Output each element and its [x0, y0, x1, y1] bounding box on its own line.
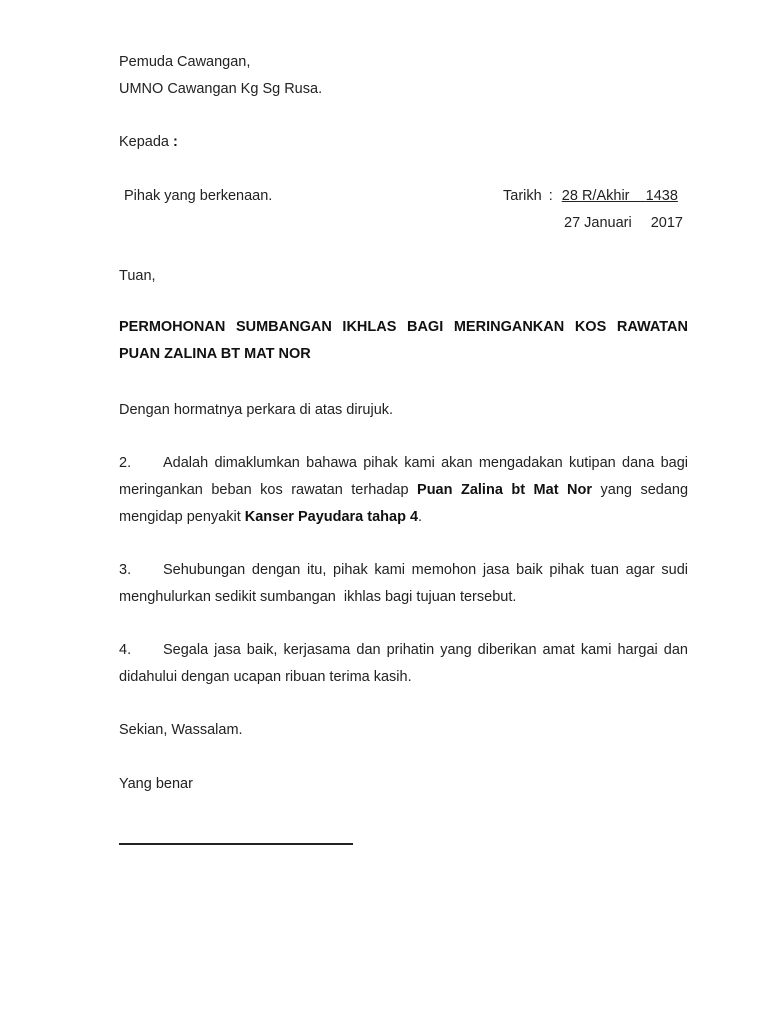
- para3-text-1: Sehubungan dengan itu, pihak kami memohon jasa baik pihak tuan agar sudi: [163, 562, 688, 578]
- para2-text-2b: yang sedang: [600, 482, 689, 498]
- subject: [119, 314, 688, 368]
- signoff: Yang benar: [119, 776, 193, 792]
- greg-day-month: 27 Januari: [564, 215, 632, 231]
- subject-line-1: PERMOHONAN SUMBANGAN IKHLAS BAGI MERINGANKAN KOS RAWATAN: [119, 319, 688, 335]
- para2-number: 2.: [119, 455, 132, 471]
- para4-number: 4.: [119, 642, 132, 658]
- paragraph-2: [119, 450, 688, 531]
- hijri-month: R/Akhir: [581, 188, 630, 204]
- date-colon: :: [548, 188, 553, 204]
- paragraph-4: [119, 637, 688, 691]
- para2-text-3a: mengidap penyakit: [119, 509, 241, 525]
- sender-line-1: Pemuda Cawangan,: [119, 54, 251, 70]
- para2-text-1: Adalah dimaklumkan bahawa pihak kami akan mengadakan kutipan dana bagi: [163, 455, 688, 471]
- para2-text-3b: .: [418, 509, 423, 525]
- para2-line-3: [119, 504, 688, 531]
- hijri-day: 28: [561, 188, 578, 204]
- para3-line-1: [119, 557, 688, 584]
- date-hijri-value: [562, 188, 678, 204]
- date-label: Tarikh: [503, 188, 542, 204]
- para3-line-2: menghulurkan sedikit sumbangan ikhlas bagi tujuan tersebut.: [119, 589, 517, 605]
- recipient-label: [119, 132, 178, 152]
- para3-number: 3.: [119, 562, 132, 578]
- para4-text-1: Segala jasa baik, kerjasama dan prihatin yang diberikan amat kami hargai dan: [163, 642, 688, 658]
- diagnosis: Kanser Payudara tahap 4: [244, 509, 419, 525]
- para4-line-2: didahului dengan ucapan ribuan terima kasih.: [119, 669, 412, 685]
- paragraph-3: [119, 557, 688, 611]
- patient-name: Puan Zalina bt Mat Nor: [417, 482, 592, 498]
- date-hijri: [503, 186, 678, 206]
- kepada-colon: :: [173, 134, 178, 150]
- para2-line-2: [119, 477, 688, 504]
- para2-line-1: [119, 450, 688, 477]
- subject-line-2: PUAN ZALINA BT MAT NOR: [119, 346, 311, 362]
- sender-line-2: UMNO Cawangan Kg Sg Rusa.: [119, 81, 323, 97]
- recipient-name: Pihak yang berkenaan.: [124, 188, 273, 204]
- kepada-label: Kepada: [119, 134, 169, 150]
- date-gregorian: [564, 213, 683, 233]
- greg-year: 2017: [650, 215, 683, 231]
- salutation: Tuan,: [119, 268, 156, 284]
- opening-sentence: Dengan hormatnya perkara di atas dirujuk.: [119, 402, 394, 418]
- para2-text-2a: meringankan beban kos rawatan terhadap: [119, 482, 409, 498]
- para4-line-1: [119, 637, 688, 664]
- hijri-year: 1438: [645, 188, 678, 204]
- closing: Sekian, Wassalam.: [119, 722, 243, 738]
- signature-line: [119, 843, 353, 845]
